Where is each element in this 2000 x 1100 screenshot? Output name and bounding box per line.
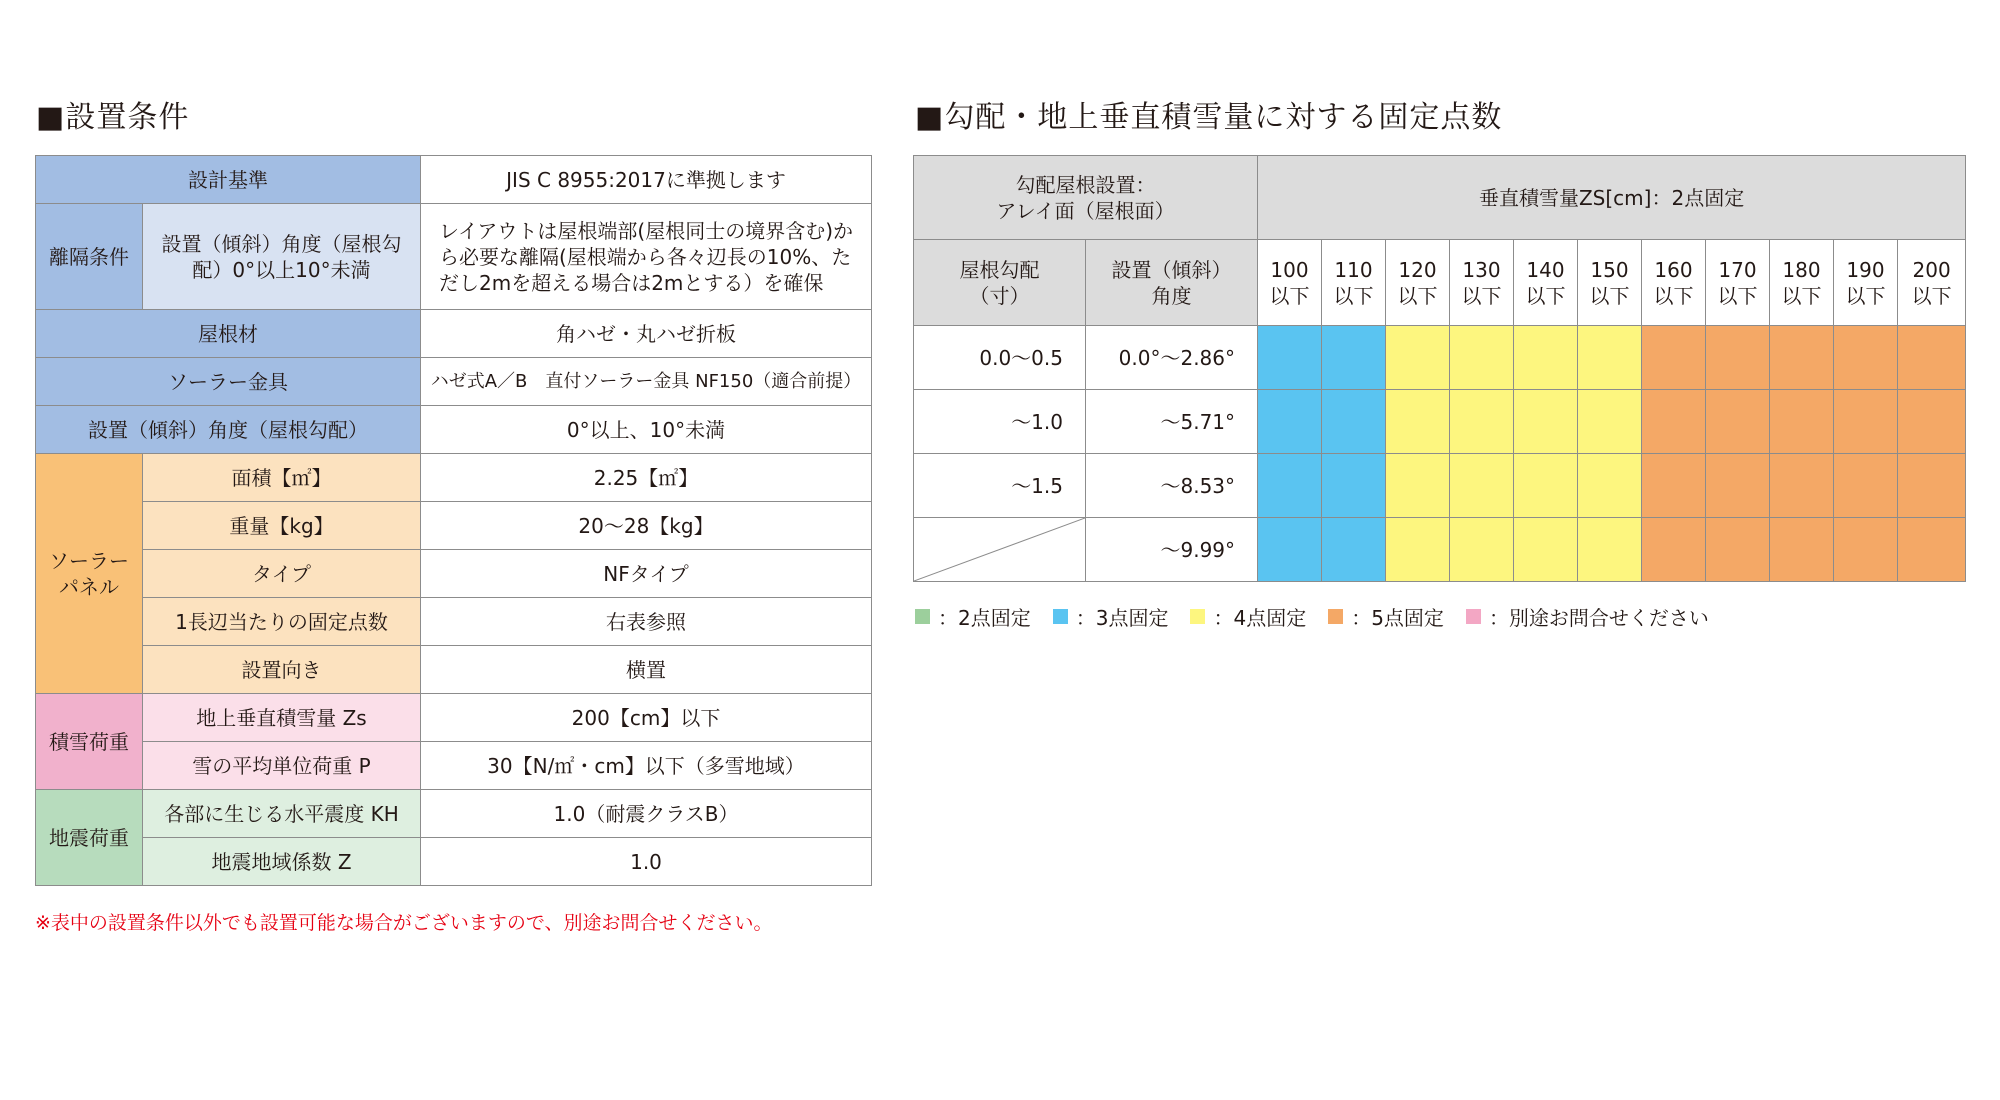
roof-value: 角ハゼ・丸ハゼ折板 — [421, 310, 872, 358]
fixing-point-cell — [1578, 326, 1642, 390]
snow-column-header: 190 以下 — [1834, 240, 1898, 326]
fixing-point-cell — [1322, 518, 1386, 582]
snow-column-header: 100 以下 — [1258, 240, 1322, 326]
angle-cell: ～9.99° — [1086, 518, 1258, 582]
snow-column-header: 160 以下 — [1642, 240, 1706, 326]
fixing-point-cell — [1258, 326, 1322, 390]
installation-conditions-table — [35, 155, 872, 886]
fixing-point-cell — [1514, 518, 1578, 582]
table-row — [914, 390, 1966, 454]
legend-item — [1190, 602, 1306, 631]
fixing-point-cell — [1706, 326, 1770, 390]
fixing-point-cell — [1578, 390, 1642, 454]
fixing-point-cell — [1642, 518, 1706, 582]
legend-swatch — [915, 609, 930, 624]
fixing-point-cell — [1770, 390, 1834, 454]
legend-label: ：3点固定 — [1075, 606, 1169, 630]
slope-header: 屋根勾配 （寸） — [914, 240, 1086, 326]
fixing-point-cell — [1834, 326, 1898, 390]
fixing-point-cell — [1258, 390, 1322, 454]
footnote: ※表中の設置条件以外でも設置可能な場合がございますので、別途お問合せください。 — [35, 912, 773, 934]
quake-z-value: 1.0 — [421, 838, 872, 886]
fixing-point-cell — [1770, 454, 1834, 518]
fixing-point-cell — [1898, 326, 1966, 390]
legend-label: ：4点固定 — [1213, 606, 1307, 630]
quake-group: 地震荷重 — [36, 790, 143, 886]
legend-item — [1466, 602, 1709, 631]
snow-load-value: 30【N/㎡・cm】以下（多雪地域） — [421, 742, 872, 790]
conditions-title: ■設置条件 — [36, 100, 190, 135]
fixing-point-cell — [1386, 326, 1450, 390]
fixing-points-table — [913, 155, 1966, 582]
fixing-point-cell — [1514, 326, 1578, 390]
fixing-point-cell — [1578, 454, 1642, 518]
diagonal-line — [914, 518, 1085, 581]
panel-orientation-label: 設置向き — [143, 646, 421, 694]
fixing-point-cell — [1898, 390, 1966, 454]
legend-item — [1053, 602, 1169, 631]
slope-cell: 0.0～0.5 — [914, 326, 1086, 390]
separation-value: レイアウトは屋根端部(屋根同士の境界含む)から必要な離隔(屋根端から各々辺長の10%、ただし2mを超える場合は2mとする）を確保 — [421, 204, 872, 310]
fixing-point-cell — [1322, 454, 1386, 518]
panel-type-value: NFタイプ — [421, 550, 872, 598]
snow-depth-label: 地上垂直積雪量 Zs — [143, 694, 421, 742]
legend-label: ：別途お問合せください — [1488, 606, 1709, 630]
slope-cell: ～1.5 — [914, 454, 1086, 518]
angle-label: 設置（傾斜）角度（屋根勾配） — [36, 406, 421, 454]
panel-orientation-value: 横置 — [421, 646, 872, 694]
snow-header: 垂直積雪量ZS[cm]：2点固定 — [1258, 156, 1966, 240]
panel-weight-value: 20～28【kg】 — [421, 502, 872, 550]
fixing-point-cell — [1258, 518, 1322, 582]
separation-group: 離隔条件 — [36, 204, 143, 310]
fixing-point-cell — [1450, 326, 1514, 390]
fixing-point-cell — [1770, 326, 1834, 390]
legend-swatch — [1053, 609, 1068, 624]
fixing-point-cell — [1386, 390, 1450, 454]
legend-swatch — [1466, 609, 1481, 624]
fixing-point-cell — [1322, 326, 1386, 390]
standard-label: 設計基準 — [36, 156, 421, 204]
panel-group: ソーラー パネル — [36, 454, 143, 694]
snow-column-header: 140 以下 — [1514, 240, 1578, 326]
snow-column-header: 120 以下 — [1386, 240, 1450, 326]
slope-cell — [914, 518, 1086, 582]
snow-column-header: 170 以下 — [1706, 240, 1770, 326]
quake-z-label: 地震地域係数 Z — [143, 838, 421, 886]
snow-column-header: 130 以下 — [1450, 240, 1514, 326]
fixing-point-cell — [1386, 518, 1450, 582]
fixing-point-cell — [1834, 518, 1898, 582]
legend-item — [1328, 602, 1444, 631]
angle-cell: 0.0°～2.86° — [1086, 326, 1258, 390]
fixing-point-cell — [1898, 518, 1966, 582]
snow-column-header: 180 以下 — [1770, 240, 1834, 326]
snow-depth-value: 200【cm】以下 — [421, 694, 872, 742]
legend — [915, 602, 1731, 631]
fitting-value: ハゼ式A／B 直付ソーラー金具 NF150（適合前提） — [421, 358, 872, 406]
legend-swatch — [1328, 609, 1343, 624]
install-header: 勾配屋根設置： アレイ面（屋根面） — [914, 156, 1258, 240]
panel-type-label: タイプ — [143, 550, 421, 598]
fixing-point-cell — [1770, 518, 1834, 582]
snow-group: 積雪荷重 — [36, 694, 143, 790]
slope-cell: ～1.0 — [914, 390, 1086, 454]
fixing-point-cell — [1450, 390, 1514, 454]
panel-fixpoints-value: 右表参照 — [421, 598, 872, 646]
fixing-point-cell — [1450, 518, 1514, 582]
angle-value: 0°以上、10°未満 — [421, 406, 872, 454]
separation-sub: 設置（傾斜）角度（屋根勾配）0°以上10°未満 — [143, 204, 421, 310]
quake-kh-value: 1.0（耐震クラスB） — [421, 790, 872, 838]
fixing-point-cell — [1514, 454, 1578, 518]
legend-item — [915, 602, 1031, 631]
panel-area-value: 2.25【㎡】 — [421, 454, 872, 502]
panel-fixpoints-label: 1長辺当たりの固定点数 — [143, 598, 421, 646]
standard-value: JIS C 8955:2017に準拠します — [421, 156, 872, 204]
fixing-point-cell — [1514, 390, 1578, 454]
table-row — [914, 454, 1966, 518]
snow-load-label: 雪の平均単位荷重 P — [143, 742, 421, 790]
fixing-point-cell — [1706, 454, 1770, 518]
snow-column-header: 150 以下 — [1578, 240, 1642, 326]
fixing-point-cell — [1386, 454, 1450, 518]
fixing-point-cell — [1258, 454, 1322, 518]
panel-weight-label: 重量【kg】 — [143, 502, 421, 550]
table-row — [914, 518, 1966, 582]
fixing-point-cell — [1898, 454, 1966, 518]
fixing-point-cell — [1834, 454, 1898, 518]
fixing-point-cell — [1834, 390, 1898, 454]
fixing-point-cell — [1450, 454, 1514, 518]
fixing-point-cell — [1706, 518, 1770, 582]
legend-label: ：5点固定 — [1351, 606, 1444, 630]
legend-label: ：2点固定 — [938, 606, 1031, 630]
snow-column-header: 110 以下 — [1322, 240, 1386, 326]
fixing-point-cell — [1642, 454, 1706, 518]
quake-kh-label: 各部に生じる水平震度 KH — [143, 790, 421, 838]
fixing-point-cell — [1642, 326, 1706, 390]
angle-cell: ～8.53° — [1086, 454, 1258, 518]
legend-swatch — [1190, 609, 1205, 624]
fixing-point-cell — [1706, 390, 1770, 454]
fixing-point-cell — [1642, 390, 1706, 454]
table-row — [914, 326, 1966, 390]
angle-cell: ～5.71° — [1086, 390, 1258, 454]
fixing-points-title: ■勾配・地上垂直積雪量に対する固定点数 — [915, 100, 1503, 135]
fixing-point-cell — [1578, 518, 1642, 582]
fixing-point-cell — [1322, 390, 1386, 454]
roof-label: 屋根材 — [36, 310, 421, 358]
snow-column-header: 200 以下 — [1898, 240, 1966, 326]
fitting-label: ソーラー金具 — [36, 358, 421, 406]
angle-header: 設置（傾斜） 角度 — [1086, 240, 1258, 326]
panel-area-label: 面積【㎡】 — [143, 454, 421, 502]
